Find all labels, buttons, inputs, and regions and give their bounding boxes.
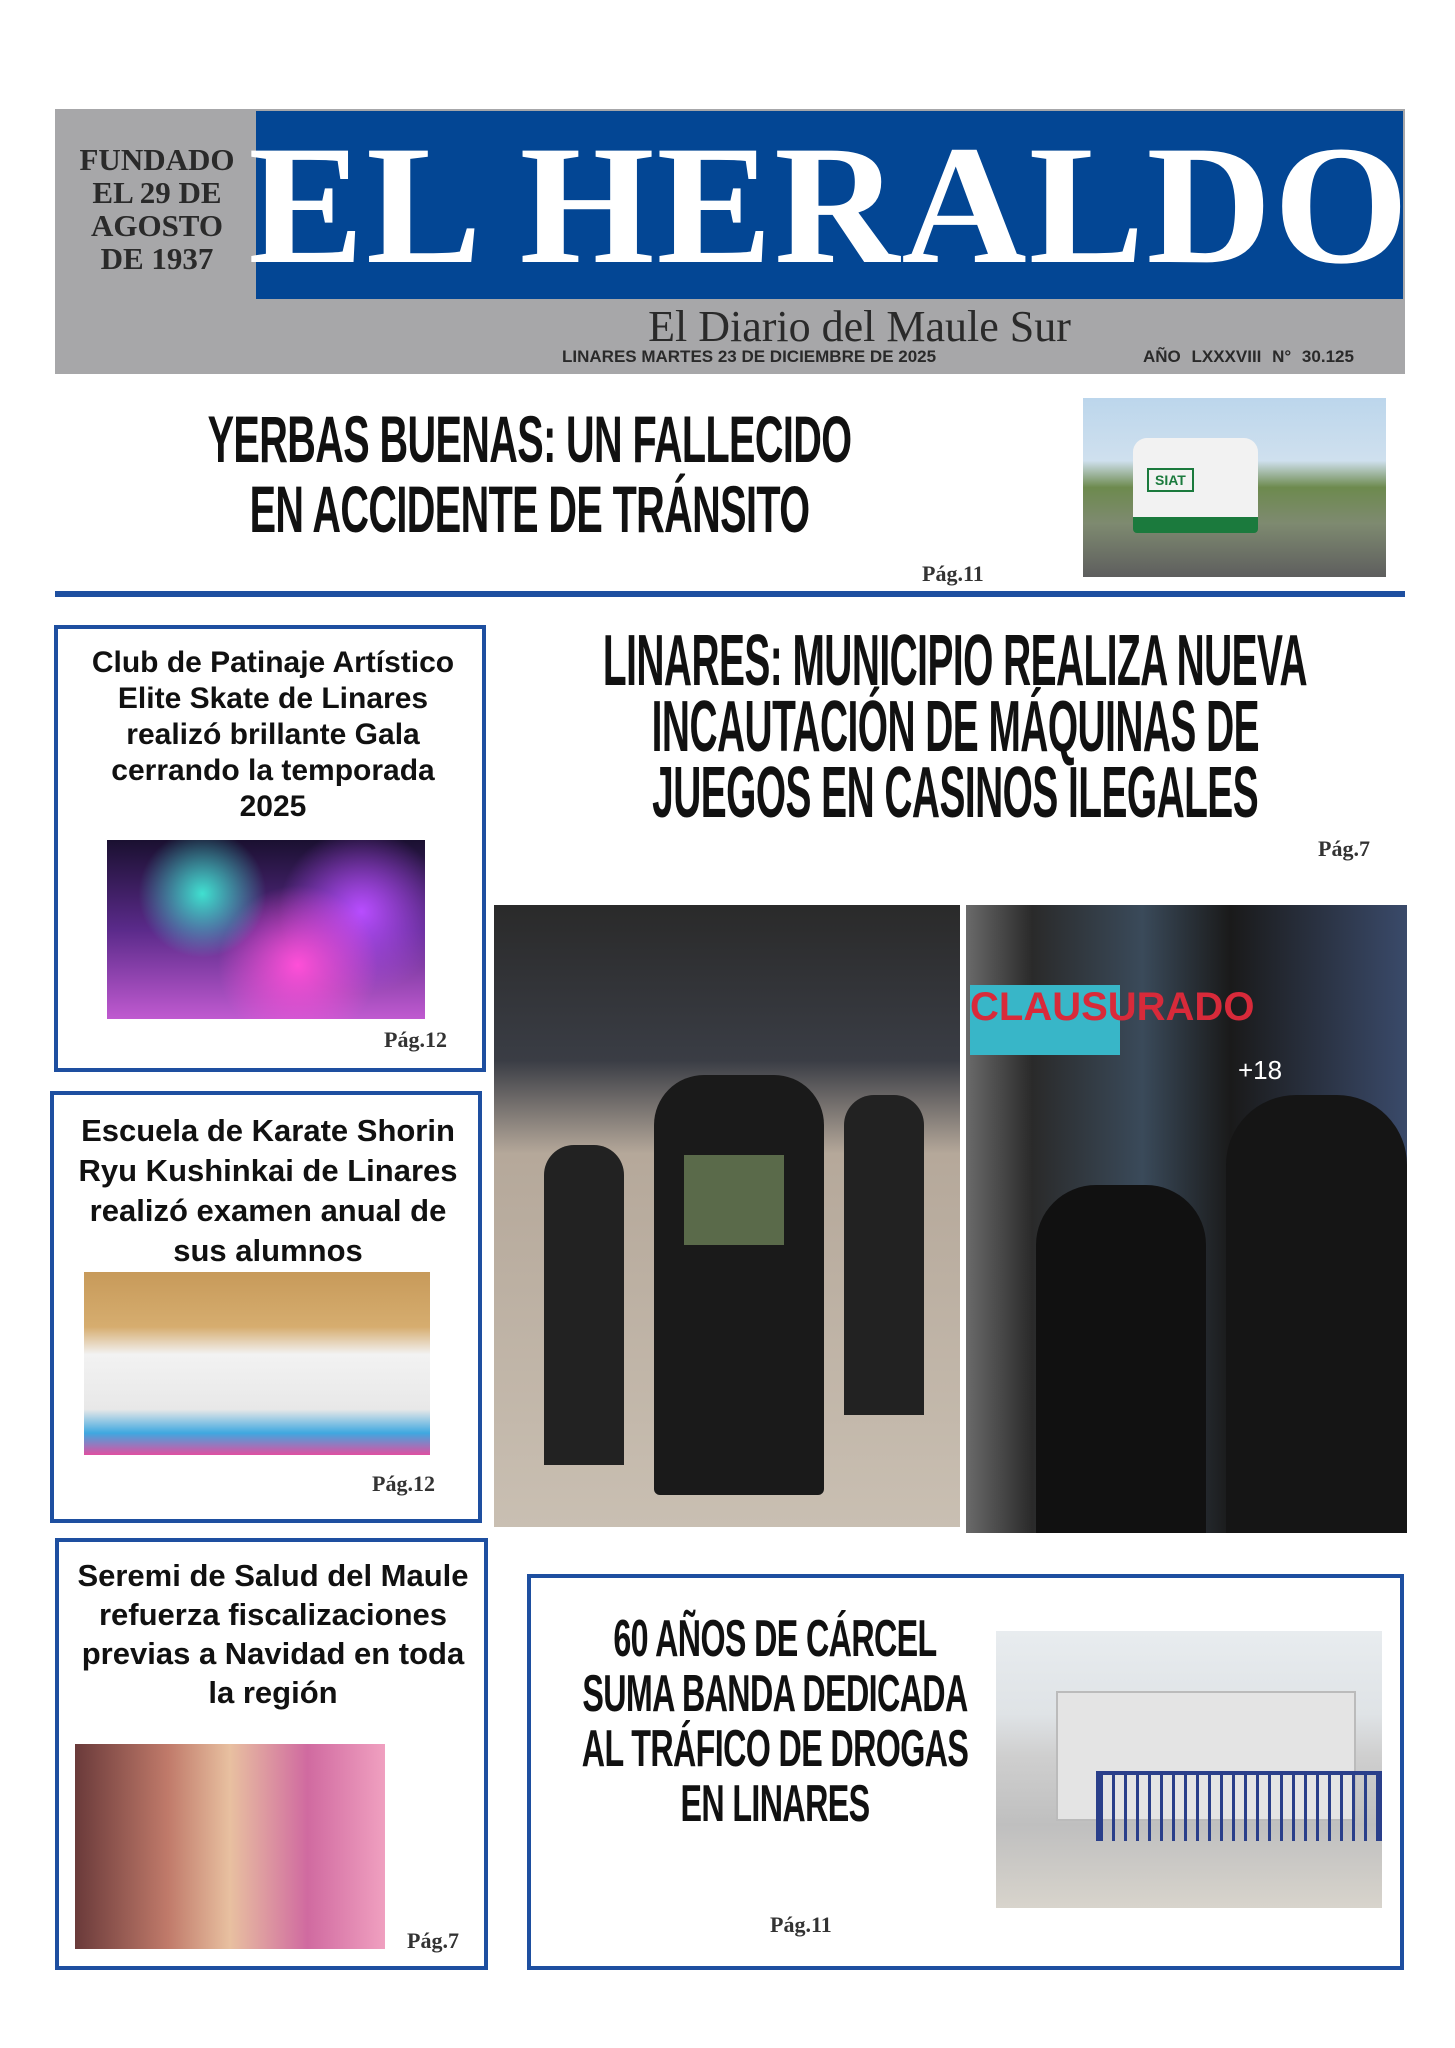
dateline: LINARES MARTES 23 DE DICIEMBRE DE 2025 [562,347,937,366]
headline-line: INCAUTACIÓN DE MÁQUINAS DE [651,687,1259,767]
page-ref: Pág.7 [407,1928,459,1953]
accident-photo [1083,398,1386,577]
headline-line: EN ACCIDENTE DE TRÁNSITO [250,472,810,546]
story-title: Club de Patinaje Artístico Elite Skate de Linares realizó brillante Gala cerrando la temporada 2025 [91,646,455,823]
courthouse-photo [996,1631,1382,1908]
skating-gala-photo [107,840,425,1019]
siat-label: SIAT [1147,468,1194,492]
tagline: El Diario del Maule Sur [648,302,1071,351]
casino-closure-photo [966,905,1407,1533]
official-man [1226,1095,1407,1533]
slot-machine [654,1075,824,1495]
page-ref: Pág.12 [372,1471,435,1496]
story-box-skating[interactable] [54,625,486,1072]
officer-right [844,1095,924,1415]
masthead [55,109,1411,374]
founded-note: FUNDADO EL 29 DE AGOSTO DE 1937 [79,142,235,276]
headline-line: LINARES: MUNICIPIO REALIZA NUEVA [602,621,1308,701]
siat-van [1133,438,1258,533]
slot-machine-screen [684,1155,784,1245]
closure-sign: CLAUSURADO [970,985,1120,1055]
story-title: Escuela de Karate Shorin Ryu Kushinkai de Linares realizó examen anual de sus alumnos [78,1113,458,1268]
page-ref: Pág.11 [770,1912,832,1937]
headline-line: YERBAS BUENAS: UN FALLECIDO [208,402,852,476]
page-ref: Pág.11 [922,561,984,586]
section-divider [55,591,1405,597]
fence [1096,1771,1382,1841]
main-story-headline[interactable] [500,621,1410,833]
newspaper-title: EL HERALDO [248,110,1411,299]
official-woman [1036,1185,1206,1533]
bottom-story-headline: 60 AÑOS DE CÁRCEL SUMA BANDA DEDICADA AL TRÁFICO DE DROGAS EN LINARES [581,1610,969,1833]
issue-number: AÑO LXXXVIII N° 30.125 [1143,347,1354,366]
officer-left [544,1145,624,1465]
age-sign: +18 [1238,1055,1283,1085]
headline-line: JUEGOS EN CASINOS ILEGALES [652,753,1259,833]
story-box-health[interactable] [55,1538,488,1970]
story-title: Seremi de Salud del Maule refuerza fiscalizaciones previas a Navidad en toda la región [77,1558,469,1710]
karate-students-photo [84,1272,430,1455]
top-story-headline[interactable] [100,404,960,544]
health-inspection-photo [75,1744,385,1949]
masthead-title-band [248,110,1411,299]
page-ref: Pág.7 [1318,836,1370,861]
story-box-karate[interactable] [50,1091,482,1523]
page-ref: Pág.12 [384,1027,447,1052]
slot-machine-seizure-photo [494,905,960,1527]
